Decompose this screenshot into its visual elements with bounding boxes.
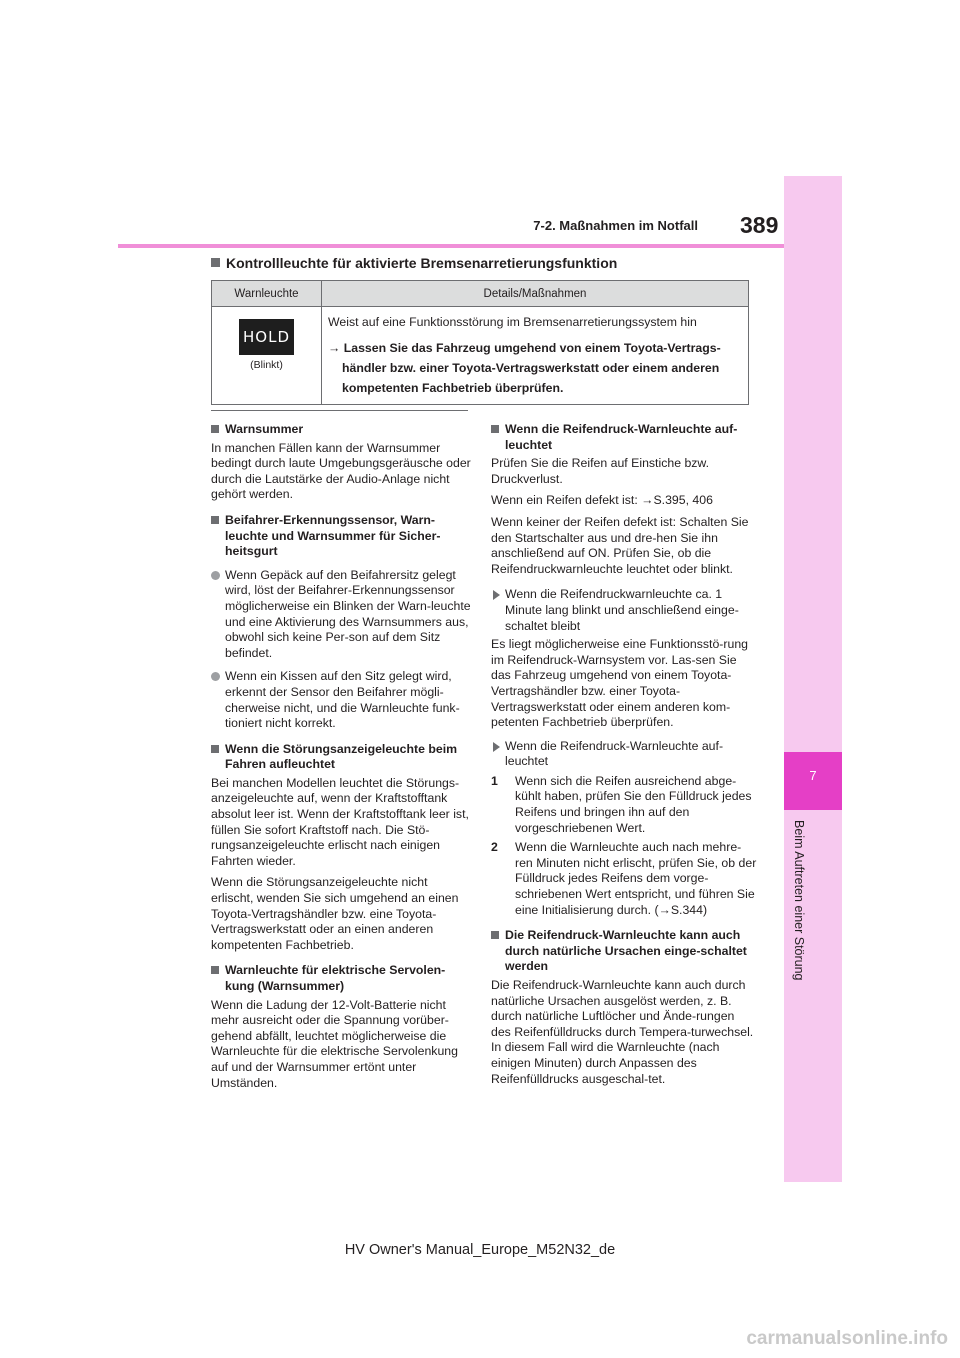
case-heading [491,587,757,634]
subheading-text: Wenn die Reifendruck-Warnleuchte auf-leuchtet [505,422,738,452]
square-bullet-icon [211,745,219,753]
subheading-text: Warnleuchte für elektrische Servolen-kung (Warnsummer) [225,963,446,993]
paragraph: Bei manchen Modellen leuchtet die Störungs-anzeigeleuchte auf, wenn der Kraftstofftank absolut leer ist. Wenn der Kraftstofftank leer ist, füllen Sie sofort Kraftstoff nach. Die Stö-rungsanzeigeleuchte erlischt nach einigen Fahrten wieder. [211,775,469,868]
subheading-beifahrer [211,513,473,560]
chapter-number: 7 [809,768,817,783]
subheading-stoerung [211,742,473,773]
table-header-warnleuchte: Warnleuchte [212,281,322,307]
square-bullet-icon [491,425,499,433]
table-cell-details [322,307,749,405]
warning-light-table [211,280,749,405]
case-heading-text: Wenn die Reifendruck-Warnleuchte auf-leuchtet [505,738,724,769]
list-item [211,669,473,731]
block-title [211,255,617,271]
hold-indicator-icon: HOLD [239,319,294,355]
subheading-warnsummer [211,422,473,438]
paragraph: Wenn die Ladung der 12-Volt-Batterie nicht mehr ausreicht oder die Spannung vorüber-gehend abfällt, leuchtet möglicherweise die Warnleuchte für die elektrische Servolenkung auf und der Warnsummer ertönt unter Umständen. [211,997,458,1090]
paragraph: Prüfen Sie die Reifen auf Einstiche bzw. Druckverlust. [491,456,710,486]
section-title: 7-2. Maßnahmen im Notfall [533,218,698,233]
block-title-text: Kontrollleuchte für aktivierte Bremsenarretierungsfunktion [226,255,618,271]
paragraph: Wenn ein Reifen defekt ist: →S.395, 406 [491,493,713,508]
square-bullet-icon [211,258,220,267]
subheading-text: Warnsummer [225,422,304,436]
paragraph: Wenn die Störungsanzeigeleuchte nicht erlischt, wenden Sie sich umgehend an einen Toyota-Vertragshändler bzw. eine Toyota-Vertragswerkstatt oder an einen anderen kompetenten Fachbetrieb. [211,875,459,952]
triangle-bullet-icon [493,590,500,600]
blink-note: (Blinkt) [250,359,283,371]
list-item [211,568,473,662]
table-cell-light [212,307,322,405]
paragraph: Wenn keiner der Reifen defekt ist: Schalten Sie den Startschalter aus und dre-hen Sie ihn anschließend auf ON. Prüfen Sie, ob die Reifendruckwarnleuchte leuchtet oder blinkt. [491,514,749,576]
case-heading-text: Wenn die Reifendruckwarnleuchte ca. 1 Minute lang blinkt und anschließend einge-schaltet bleibt [505,587,739,633]
subheading-text: Wenn die Störungsanzeigeleuchte beim Fahren aufleuchtet [225,741,458,772]
subheading-reifendruck [491,422,757,453]
step-number: 2 [491,840,498,855]
paragraph: Es liegt möglicherweise eine Funktionsstö-rung im Reifendruck-Warnsystem vor. Las-sen Sie das Fahrzeug umgehend von einem Toyota-Vertragshändler bzw. einer Toyota-Vertragswerkstatt oder einem anderen kom-petenten Fachbetrieb überprüfen. [491,637,748,730]
table-row [212,307,749,405]
left-column [211,416,473,1091]
action-text-body: Lassen Sie das Fahrzeug umgehend von einem Toyota-Vertrags-händler bzw. einer Toyota-Vertragswerkstatt oder einem anderen kompetenten Fachbetrieb überprüfen. [342,340,721,395]
square-bullet-icon [491,931,499,939]
circle-bullet-icon [211,672,220,681]
square-bullet-icon [211,425,219,433]
step-text: Wenn sich die Reifen ausreichend abge-kühlt haben, prüfen Sie den Fülldruck jedes Reifens und bringen ihn auf den vorgeschriebenen Wert. [515,773,752,835]
triangle-bullet-icon [493,742,500,752]
subheading-natuerlich [491,928,757,975]
action-text: → Lassen Sie das Fahrzeug umgehend von einem Toyota-Vertrags-händler bzw. einer Toyota-Vertragswerkstatt oder einem anderen kompetenten Fachbetrieb überprüfen. [328,340,721,395]
footer-manual-id: HV Owner's Manual_Europe_M52N32_de [344,1242,616,1258]
header-divider [118,244,784,248]
square-bullet-icon [211,516,219,524]
subheading-text: Beifahrer-Erkennungssensor, Warn-leuchte und Warnsummer für Sicher-heitsgurt [225,512,441,559]
square-bullet-icon [211,966,219,974]
case-heading [491,739,757,770]
detail-text: Weist auf eine Funktionsstörung im Bremsenarretierungssystem hin [328,315,697,329]
table-header-row [212,281,749,307]
column-divider [211,410,468,411]
step-text: Wenn die Warnleuchte auch nach mehre-ren Minuten nicht erlischt, prüfen Sie, ob der Fülldruck jedes Reifens dem vorge-schriebenen Wert entspricht, und führen Sie eine Initialisierung durch. (→S.344) [515,840,757,917]
table-header-details: Details/Maßnahmen [322,281,749,307]
paragraph: Die Reifendruck-Warnleuchte kann auch durch natürliche Ursachen ausgelöst werden, z. B. durch natürliche Luftlöcher und Ände-rungen des Reifenfülldrucks durch Tempera-turwechsel. In diesem Fall wird die Warnleuchte (nach einigen Minuten) durch Anpassen des Reifenfülldrucks ausgeschal-tet. [491,978,754,1086]
watermark: carmanualsonline.info [746,1328,948,1349]
list-item-text: Wenn ein Kissen auf den Sitz gelegt wird, erkennt der Sensor den Beifahrer mögli-cherweise nicht, und die Warnleuchte funk-tioniert nicht korrekt. [225,669,460,731]
list-item-text: Wenn Gepäck auf den Beifahrersitz gelegt wird, löst der Beifahrer-Erkennungssensor möglicherweise ein Blinken der Warn-leuchte und eine Aktivierung des Warnsummers aus, obwohl sich keine Per-son auf dem Sitz befindet. [225,567,471,660]
right-column [491,416,757,1087]
circle-bullet-icon [211,571,220,580]
page-number: 389 [740,212,779,238]
step-item [491,840,757,918]
paragraph: In manchen Fällen kann der Warnsummer bedingt durch laute Umgebungsgeräusche oder durch die Lautstärke der Audio-Anlage nicht gehört werden. [211,440,471,502]
step-number: 1 [491,773,498,788]
chapter-label: Beim Auftreten einer Störung [792,820,806,981]
subheading-text: Die Reifendruck-Warnleuchte kann auch durch natürliche Ursachen einge-schaltet werden [505,928,747,974]
step-item [491,774,757,836]
subheading-servolenkung [211,963,473,994]
